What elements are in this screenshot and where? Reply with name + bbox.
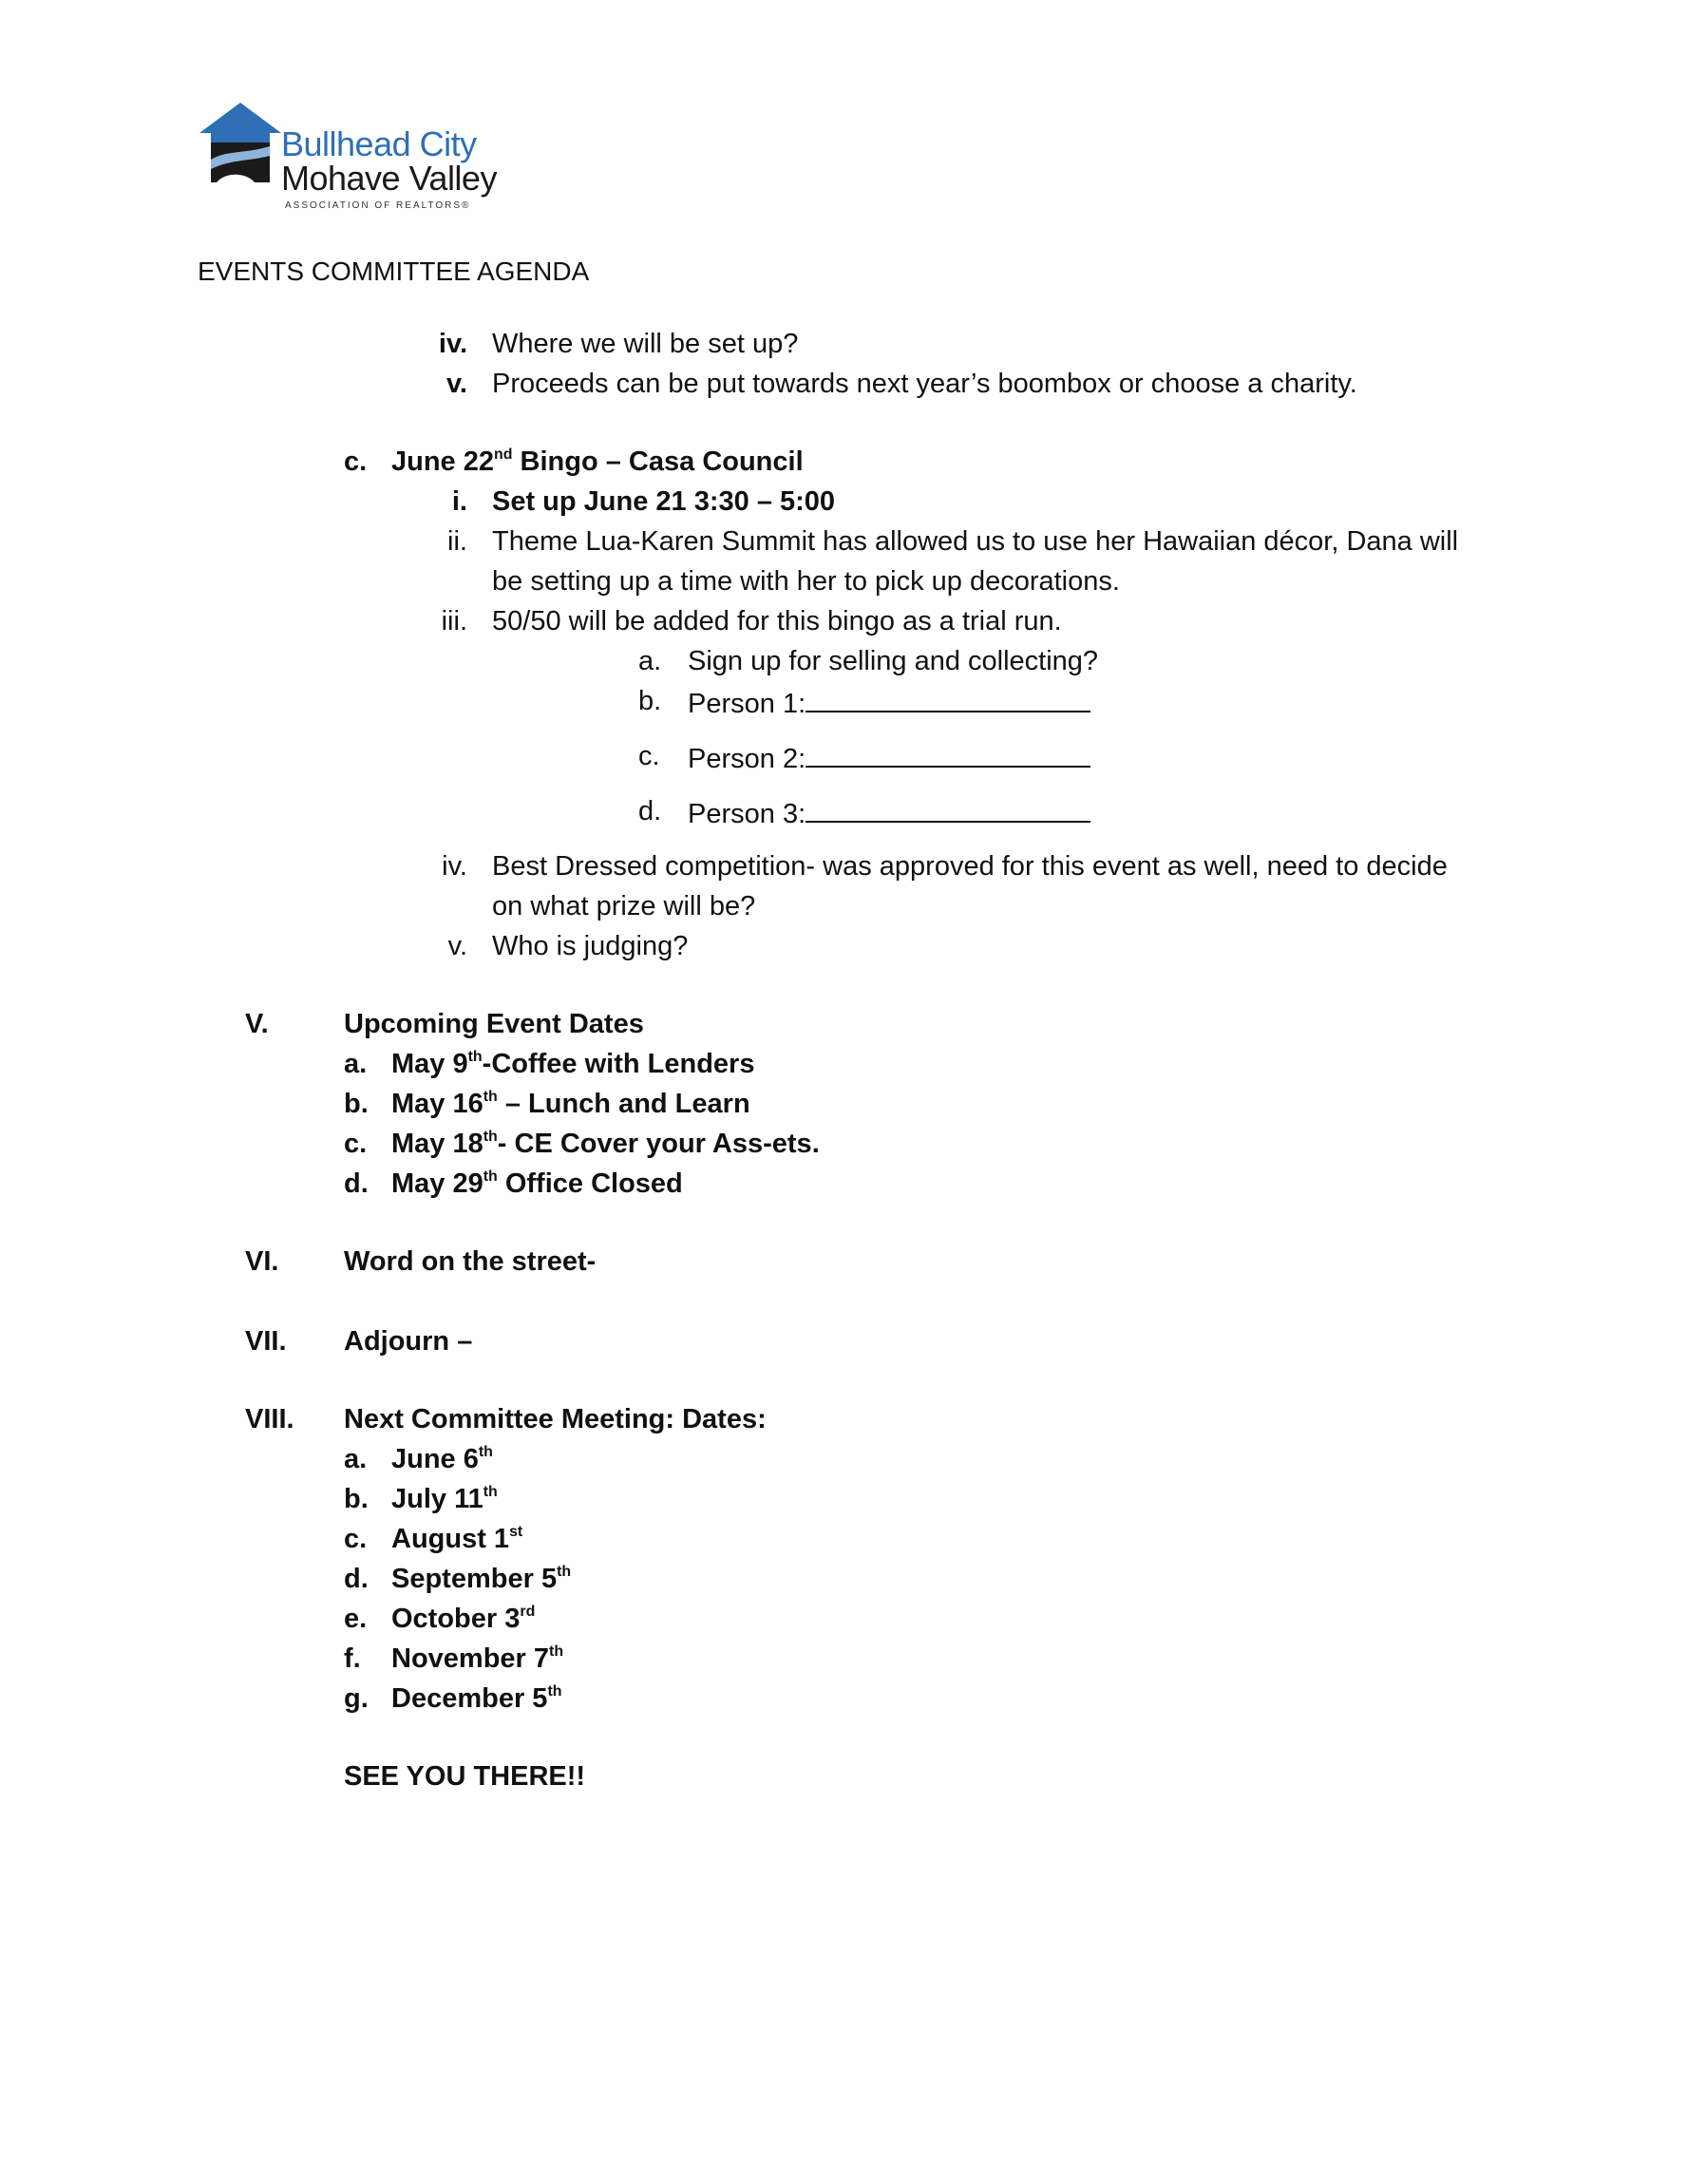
- page-title: EVENTS COMMITTEE AGENDA: [198, 256, 590, 286]
- meeting-date: November 7th: [391, 1643, 564, 1674]
- section-num: V.: [245, 1009, 269, 1039]
- meeting-letter: c.: [344, 1524, 368, 1554]
- meeting-date: August 1st: [391, 1524, 523, 1554]
- item-text: be setting up a time with her to pick up decorations.: [492, 566, 1120, 597]
- meeting-date: September 5th: [391, 1564, 572, 1594]
- event-item: May 9th-Coffee with Lenders: [391, 1049, 755, 1079]
- meeting-date: December 5th: [391, 1683, 562, 1714]
- section-title: Upcoming Event Dates: [344, 1009, 644, 1039]
- person-signup-field[interactable]: Person 1:: [688, 688, 1090, 718]
- item-num: v.: [447, 931, 467, 961]
- section-num: VII.: [245, 1326, 287, 1357]
- meeting-letter: b.: [344, 1484, 369, 1514]
- event-letter: d.: [344, 1168, 369, 1199]
- logo-line2: Mohave Valley: [281, 159, 497, 198]
- meeting-date: June 6th: [391, 1444, 493, 1474]
- item-num: iv.: [442, 851, 467, 882]
- sub-letter: d.: [638, 796, 662, 826]
- bingo-letter: c.: [344, 446, 368, 477]
- item-text: Best Dressed competition- was approved for this event as well, need to decide: [492, 851, 1448, 882]
- section-num: VI.: [245, 1246, 279, 1277]
- item-num: iv.: [438, 329, 467, 359]
- item-text: Set up June 21 3:30 – 5:00: [492, 486, 836, 517]
- item-text: Where we will be set up?: [492, 329, 799, 359]
- item-num: v.: [445, 369, 467, 399]
- person-signup-field[interactable]: Person 2:: [688, 743, 1090, 773]
- event-item: May 29th Office Closed: [391, 1168, 683, 1199]
- logo-house-icon: [198, 101, 283, 186]
- item-text: Proceeds can be put towards next year’s boombox or choose a charity.: [492, 369, 1357, 399]
- logo-line1: Bullhead City: [281, 124, 477, 163]
- event-letter: b.: [344, 1089, 369, 1119]
- section-title: Word on the street-: [344, 1246, 597, 1277]
- person-signup-field[interactable]: Person 3:: [688, 798, 1090, 828]
- meeting-letter: f.: [344, 1643, 361, 1674]
- meeting-letter: g.: [344, 1683, 369, 1714]
- item-num: iii.: [441, 606, 467, 636]
- meeting-letter: a.: [344, 1444, 368, 1474]
- closing-text: SEE YOU THERE!!: [344, 1761, 586, 1792]
- logo-line3: ASSOCIATION OF REALTORS®: [285, 200, 471, 211]
- sub-letter: c.: [638, 741, 660, 771]
- event-letter: a.: [344, 1049, 368, 1079]
- item-text: on what prize will be?: [492, 891, 756, 921]
- bingo-title: June 22nd Bingo – Casa Council: [391, 446, 804, 477]
- item-text: 50/50 will be added for this bingo as a trial run.: [492, 606, 1062, 636]
- sub-text: Sign up for selling and collecting?: [688, 646, 1099, 676]
- section-title: Adjourn –: [344, 1326, 473, 1357]
- item-text: Who is judging?: [492, 931, 689, 961]
- meeting-date: July 11th: [391, 1484, 498, 1514]
- item-num: i.: [451, 486, 467, 517]
- sub-letter: a.: [638, 646, 662, 676]
- meeting-date: October 3rd: [391, 1604, 536, 1634]
- item-num: ii.: [447, 526, 467, 557]
- section-title: Next Committee Meeting: Dates:: [344, 1404, 767, 1434]
- meeting-letter: e.: [344, 1604, 368, 1634]
- event-item: May 16th – Lunch and Learn: [391, 1089, 750, 1119]
- event-item: May 18th- CE Cover your Ass-ets.: [391, 1129, 820, 1159]
- sub-letter: b.: [638, 686, 662, 716]
- item-text: Theme Lua-Karen Summit has allowed us to use her Hawaiian décor, Dana will: [492, 526, 1459, 557]
- event-letter: c.: [344, 1129, 368, 1159]
- logo: [198, 99, 497, 218]
- meeting-letter: d.: [344, 1564, 369, 1594]
- section-num: VIII.: [245, 1404, 294, 1434]
